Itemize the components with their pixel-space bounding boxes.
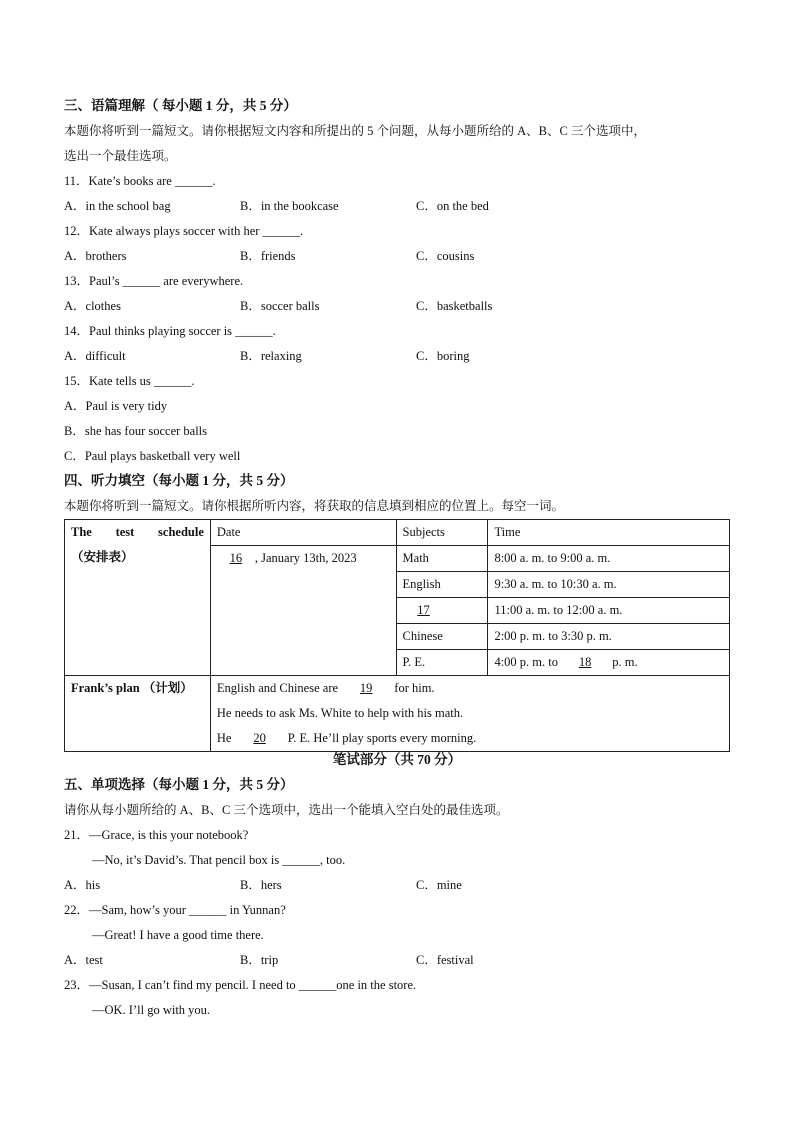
written-part-title: 笔试部分（共 70 分）: [332, 752, 462, 767]
question-13-option-b: B．soccer balls: [240, 299, 320, 313]
section4-intro: 本题你将听到一篇短文。请你根据所听内容，将获取的信息填到相应的位置上。每空一词。: [64, 499, 565, 513]
question-15-option-b: B．she has four soccer balls: [64, 424, 208, 438]
blank-19: 19: [359, 681, 373, 695]
question-12-option-c: C．cousins: [416, 249, 475, 263]
question-13-stem: 13．Paul’s ______ are everywhere.: [64, 274, 244, 288]
question-15-stem: 15．Kate tells us ______.: [64, 374, 195, 388]
plan-line-1: English and Chinese are 19 for him.: [217, 676, 723, 701]
question-15-option-a: A．Paul is very tidy: [64, 399, 168, 413]
plan-label: Frank’s plan （计划）: [65, 676, 211, 752]
question-12-option-a: A．brothers: [64, 249, 127, 263]
time-math: 8:00 a. m. to 9:00 a. m.: [488, 546, 730, 572]
question-14-option-a: A．difficult: [64, 349, 126, 363]
question-11-stem: 11．Kate’s books are ______.: [64, 174, 216, 188]
section3-intro-line2: 选出一个最佳选项。: [64, 149, 177, 163]
blank-17: 17: [417, 603, 430, 617]
question-21-line1: 21．—Grace, is this your notebook?: [64, 828, 249, 842]
section5-intro: 请你从每小题所给的 A、B、C 三个选项中，选出一个能填入空白处的最佳选项。: [64, 803, 509, 817]
section5-heading: 五、单项选择（每小题 1 分，共 5 分）: [64, 777, 294, 792]
plan-line-3: He 20 P. E. He’ll play sports every morning.: [217, 726, 723, 751]
question-21-option-a: A．his: [64, 878, 101, 892]
time-english: 9:30 a. m. to 10:30 a. m.: [488, 572, 730, 598]
plan-content: [210, 676, 729, 752]
question-22-line1: 22．—Sam, how’s your ______ in Yunnan?: [64, 903, 286, 917]
question-12-stem: 12．Kate always plays soccer with her ______.: [64, 224, 304, 238]
column-header-date: Date: [210, 520, 396, 546]
column-header-subjects: Subjects: [396, 520, 488, 546]
subject-chinese: Chinese: [396, 624, 488, 650]
question-22-option-c: C．festival: [416, 953, 474, 967]
subject-english: English: [396, 572, 488, 598]
question-23-line1: 23．—Susan, I can’t find my pencil. I need to ______one in the store.: [64, 978, 417, 992]
subject-blank-17-cell: [396, 598, 488, 624]
subject-pe: P. E.: [396, 650, 488, 676]
question-21-option-c: C．mine: [416, 878, 462, 892]
question-22-option-b: B．trip: [240, 953, 279, 967]
time-chinese: 2:00 p. m. to 3:30 p. m.: [488, 624, 730, 650]
question-22-option-a: A．test: [64, 953, 103, 967]
question-13-option-a: A．clothes: [64, 299, 121, 313]
question-13-option-c: C．basketballs: [416, 299, 493, 313]
table-title: The test schedule: [71, 525, 204, 539]
question-22-line2: —Great! I have a good time there.: [92, 928, 264, 942]
plan-line-2: He needs to ask Ms. White to help with his math.: [216, 706, 464, 720]
question-12-option-b: B．friends: [240, 249, 296, 263]
table-title-cn: （安排表）: [71, 550, 134, 564]
question-15-option-c: C．Paul plays basketball very well: [64, 449, 241, 463]
column-header-time: Time: [488, 520, 730, 546]
question-14-option-c: C．boring: [416, 349, 470, 363]
blank-16: 16: [229, 551, 243, 565]
table-title-cell: [65, 520, 211, 676]
question-23-line2: —OK. I’ll go with you.: [92, 1003, 211, 1017]
question-21-option-b: B．hers: [240, 878, 282, 892]
question-11-option-a: A．in the school bag: [64, 199, 171, 213]
blank-18: 18: [578, 655, 592, 669]
time-blank-17-row: 11:00 a. m. to 12:00 a. m.: [488, 598, 730, 624]
test-schedule-table: [64, 519, 730, 752]
question-21-line2: —No, it’s David’s. That pencil box is ______, too.: [92, 853, 346, 867]
question-11-option-b: B．in the bookcase: [240, 199, 339, 213]
section3-intro-line1: 本题你将听到一篇短文。请你根据短文内容和所提出的 5 个问题，从每小题所给的 A、B、C 三个选项中，: [64, 124, 646, 138]
section3-heading: 三、语篇理解（ 每小题 1 分，共 5 分）: [64, 98, 297, 113]
section4-heading: 四、听力填空（每小题 1 分，共 5 分）: [64, 473, 294, 488]
date-cell: 16 , January 13th, 2023: [210, 546, 396, 676]
subject-math: Math: [396, 546, 488, 572]
question-14-stem: 14．Paul thinks playing soccer is ______.: [64, 324, 276, 338]
time-pe: 4:00 p. m. to 18 p. m.: [488, 650, 730, 676]
blank-20: 20: [253, 731, 266, 745]
question-14-option-b: B．relaxing: [240, 349, 302, 363]
question-11-option-c: C．on the bed: [416, 199, 489, 213]
